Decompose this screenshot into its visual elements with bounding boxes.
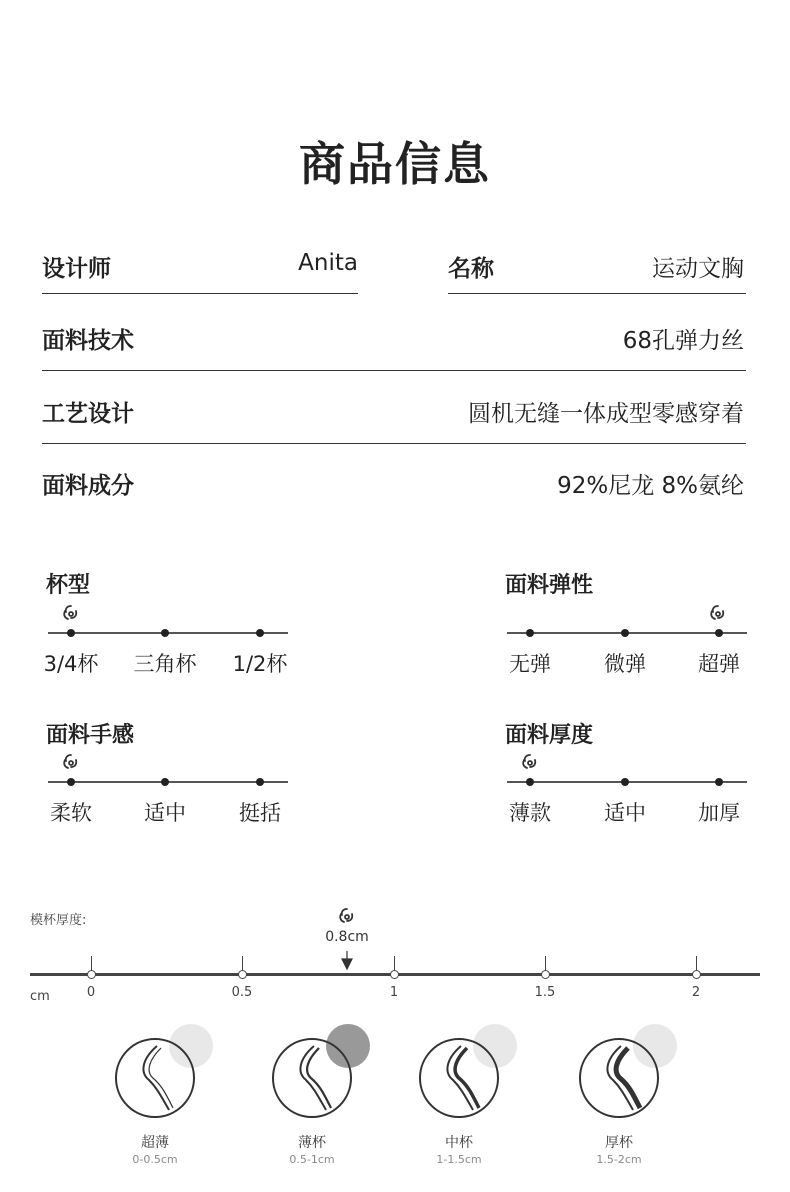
scale-dot xyxy=(526,629,534,637)
scale-dot xyxy=(715,629,723,637)
designer-label: 设计师 xyxy=(42,256,111,282)
cup-profile-icon xyxy=(417,1036,501,1120)
scale-title: 杯型 xyxy=(46,573,91,598)
tech-value: 68孔弹力丝 xyxy=(622,328,744,354)
composition-label: 面料成分 xyxy=(42,473,134,499)
cup-range: 0-0.5cm xyxy=(132,1153,178,1166)
scale-option: 超弹 xyxy=(698,652,740,676)
cup-name: 中杯 xyxy=(445,1135,473,1151)
scale-dot xyxy=(256,629,264,637)
ruler-node xyxy=(390,970,399,979)
ruler-node xyxy=(692,970,701,979)
divider xyxy=(42,293,358,294)
cup-range: 0.5-1cm xyxy=(289,1153,335,1166)
scale-option: 柔软 xyxy=(50,801,92,825)
scale-title: 面料厚度 xyxy=(505,723,594,748)
swirl-marker-icon xyxy=(336,906,358,928)
cup-range: 1-1.5cm xyxy=(436,1153,482,1166)
ruler-tick-label: 0 xyxy=(86,985,96,1000)
value-pointer-icon xyxy=(341,951,353,971)
ruler-tick-label: 0.5 xyxy=(231,985,253,1000)
cup-profile-icon xyxy=(270,1036,354,1120)
scale-option: 无弹 xyxy=(509,652,551,676)
swirl-marker-icon xyxy=(519,752,541,774)
scale-dot xyxy=(67,629,75,637)
scale-option: 挺括 xyxy=(239,801,281,825)
ruler-node xyxy=(87,970,96,979)
scale-option: 3/4杯 xyxy=(43,652,99,676)
scale-dot xyxy=(256,778,264,786)
scale-dot xyxy=(715,778,723,786)
divider xyxy=(42,370,746,371)
cup-name: 厚杯 xyxy=(605,1135,633,1151)
ruler-unit: cm xyxy=(30,989,50,1004)
ruler-tick-label: 1 xyxy=(389,985,399,1000)
scale-dot xyxy=(161,629,169,637)
craft-label: 工艺设计 xyxy=(42,401,134,427)
scale-title: 面料手感 xyxy=(46,723,135,748)
scale-option: 三角杯 xyxy=(133,652,197,676)
ruler-node xyxy=(238,970,247,979)
craft-value: 圆机无缝一体成型零感穿着 xyxy=(468,401,744,427)
scale-dot xyxy=(161,778,169,786)
scale-option: 适中 xyxy=(144,801,186,825)
divider xyxy=(42,443,746,444)
swirl-marker-icon xyxy=(60,603,82,625)
divider xyxy=(448,293,746,294)
scale-dot xyxy=(621,778,629,786)
name-value: 运动文胸 xyxy=(652,256,744,282)
composition-value: 92%尼龙 8%氨纶 xyxy=(557,473,744,499)
mold-value-label: 0.8cm xyxy=(325,929,369,945)
cup-profile-icon xyxy=(113,1036,197,1120)
page-title: 商品信息 xyxy=(299,137,491,191)
scale-dot xyxy=(67,778,75,786)
cup-item xyxy=(409,1020,529,1170)
scale-option: 薄款 xyxy=(509,801,551,825)
scale-option: 加厚 xyxy=(698,801,740,825)
designer-value: Anita xyxy=(298,250,358,276)
cup-name: 薄杯 xyxy=(298,1135,326,1151)
thickness-scale xyxy=(505,718,755,828)
cup-item xyxy=(262,1020,382,1170)
ruler-tick-label: 2 xyxy=(691,985,701,1000)
tech-label: 面料技术 xyxy=(42,328,134,354)
cup-profile-icon xyxy=(577,1036,661,1120)
cup-scale xyxy=(43,568,296,678)
mold-label: 模杯厚度: xyxy=(30,913,87,928)
scale-dot xyxy=(621,629,629,637)
cup-item xyxy=(105,1020,225,1170)
swirl-marker-icon xyxy=(707,603,729,625)
elastic-scale xyxy=(505,568,755,678)
cup-range: 1.5-2cm xyxy=(596,1153,642,1166)
feel-scale xyxy=(46,718,296,828)
ruler-node xyxy=(541,970,550,979)
cup-name: 超薄 xyxy=(141,1135,169,1151)
cup-item xyxy=(569,1020,689,1170)
scale-option: 1/2杯 xyxy=(232,652,288,676)
scale-option: 微弹 xyxy=(604,652,646,676)
scale-option: 适中 xyxy=(604,801,646,825)
scale-title: 面料弹性 xyxy=(505,573,594,598)
ruler-tick-label: 1.5 xyxy=(534,985,556,1000)
name-label: 名称 xyxy=(448,256,494,282)
scale-dot xyxy=(526,778,534,786)
swirl-marker-icon xyxy=(60,752,82,774)
